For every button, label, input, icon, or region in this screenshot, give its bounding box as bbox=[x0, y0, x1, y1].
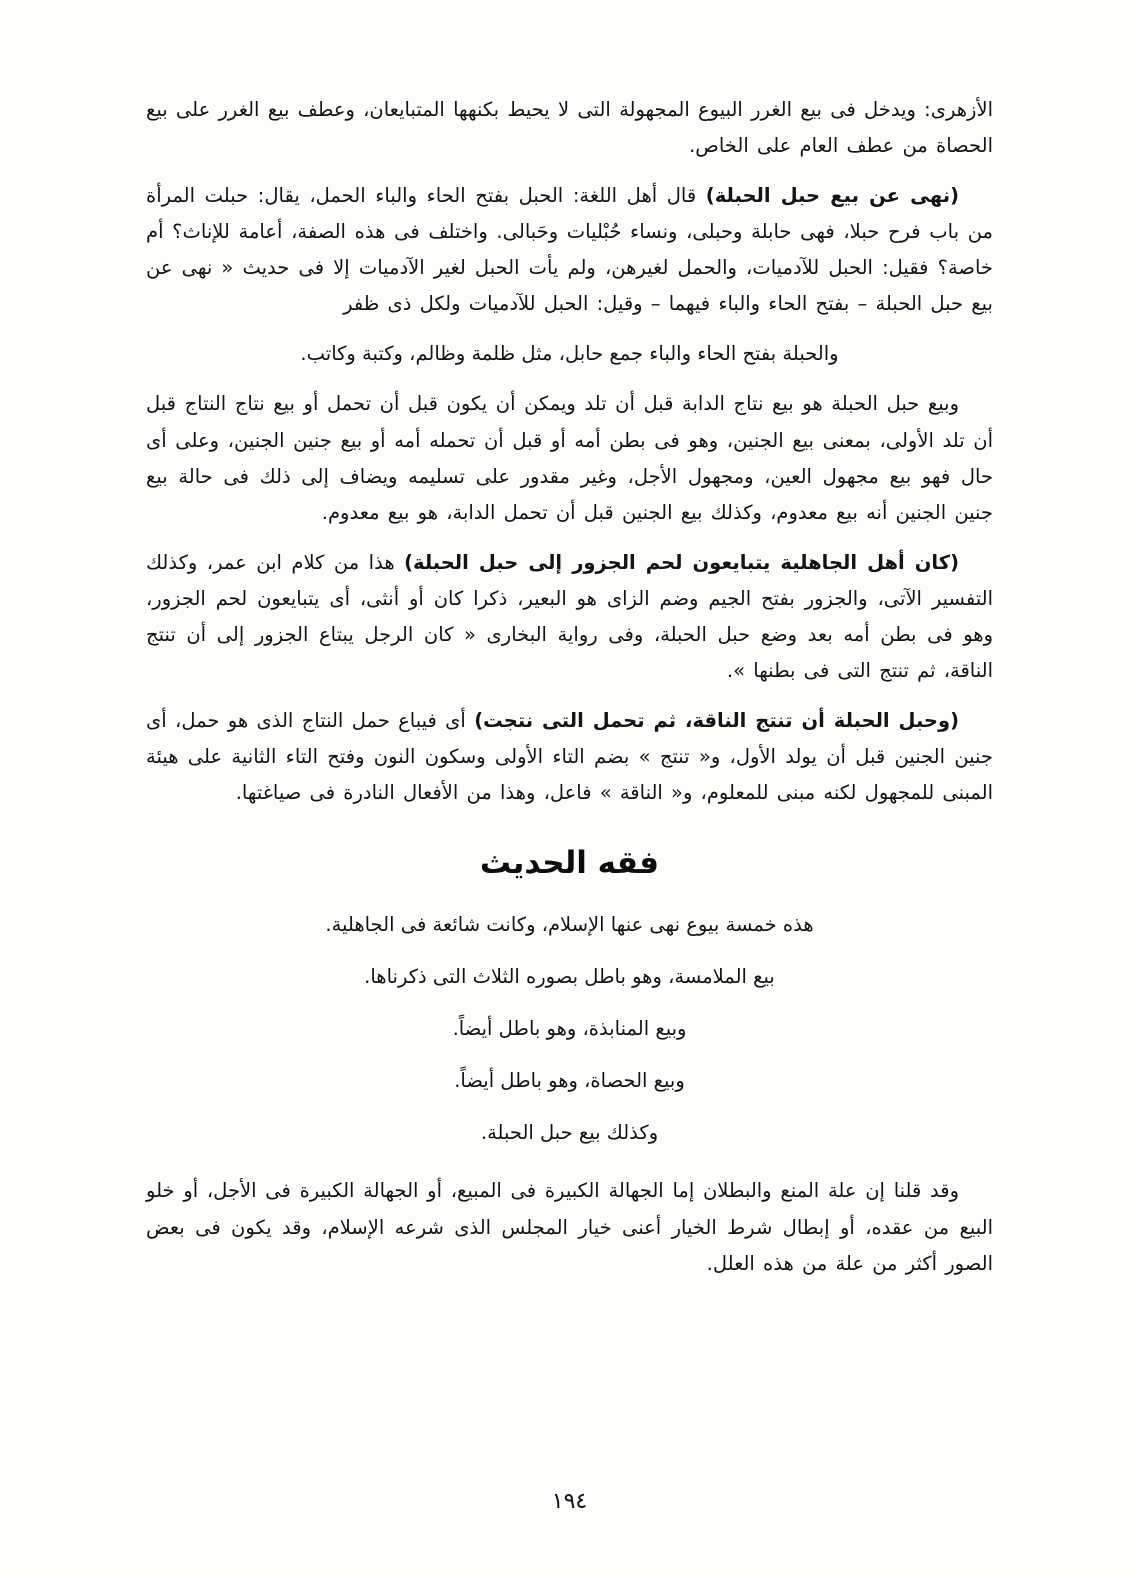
section-line-1: هذه خمسة بيوع نهى عنها الإسلام، وكانت شائعة فى الجاهلية. bbox=[325, 913, 814, 937]
paragraph-5-text: هذا من كلام ابن عمر، وكذلك التفسير الآتى، والجزور بفتح الجيم وضم الزاى هو البعير، ذكرا كان أو أنثى، أى يتبايعون لحم الجزور، وهو فى بطن أمه بعد وضع حبل الحبلة، وفى رواية البخارى « كان الرجل يبتاع الجزور إلى أن تنتج الناقة، ثم تنتج التى فى بطنها ». bbox=[146, 550, 993, 682]
section-line-4: وبيع الحصاة، وهو باطل أيضاً. bbox=[454, 1069, 685, 1093]
page-content bbox=[146, 92, 993, 1296]
paragraph-4-text: وبيع حبل الحبلة هو بيع نتاج الدابة قبل أن تلد ويمكن أن يكون قبل أن تحمل أو بيع نتاج النتاج قبل أن تلد الأولى، بمعنى بيع الجنين، وهو فى بطن أمه أو قبل أن تحمله أمه أو بيع جنين الجنين، وعلى أى حال فهو بيع مجهول العين، ومجهول الأجل، وغير مقدور على تسليمه ويضاف إلى ذلك فى حالة بيع جنين الجنين أنه بيع معدوم، وكذلك بيع الجنين قبل أن تحمل الدابة، هو بيع معدوم. bbox=[146, 392, 993, 524]
paragraph-6-text: أى فيباع حمل النتاج الذى هو حمل، أى جنين الجنين قبل أن يولد الأول، و« تنتج » بضم التاء الأولى وسكون النون وفتح التاء الثانية على هيئة المبنى للمجهول لكنه مبنى للمعلوم، و« الناقة » فاعل، وهذا من الأفعال النادرة فى صياغتها. bbox=[146, 708, 993, 805]
section-heading: فقه الحديث bbox=[479, 845, 660, 882]
paragraph-2-lead: (نهى عن بيع حبل الحبلة) bbox=[705, 184, 959, 208]
section-closing-paragraph bbox=[146, 1173, 993, 1281]
paragraph-1-text: الأزهرى: ويدخل فى بيع الغرر البيوع المجهولة التى لا يحيط بكنهها المتبايعان، وعطف بيع الغرر على بيع الحصاة من عطف العام على الخاص. bbox=[146, 98, 993, 158]
paragraph-3 bbox=[146, 336, 993, 372]
paragraph-6 bbox=[146, 703, 993, 811]
paragraph-4 bbox=[146, 386, 993, 530]
paragraph-6-lead: (وحبل الحبلة أن تنتج الناقة، ثم تحمل التى نتجت) bbox=[474, 708, 959, 732]
section-line-2: بيع الملامسة، وهو باطل بصوره الثلاث التى ذكرناها. bbox=[364, 965, 775, 989]
paragraph-2 bbox=[146, 178, 993, 322]
paragraph-3-text: والحبلة بفتح الحاء والباء جمع حابل، مثل ظلمة وظالم، وكتبة وكاتب. bbox=[300, 342, 839, 366]
page-number: ١٩٤ bbox=[551, 1489, 588, 1514]
paragraph-5 bbox=[146, 545, 993, 689]
paragraph-1 bbox=[146, 92, 993, 164]
section-closing-text: وقد قلنا إن علة المنع والبطلان إما الجهالة الكبيرة فى المبيع، أو الجهالة الكبيرة فى الأجل، أو خلو البيع من عقده، أو إبطال شرط الخيار أعنى خيار المجلس الذى شرعه الإسلام، وقد يكون فى بعض الصور أكثر من علة من هذه العلل. bbox=[146, 1179, 993, 1275]
section-line-3: وبيع المنابذة، وهو باطل أيضاً. bbox=[452, 1017, 687, 1041]
paragraph-2-text: قال أهل اللغة: الحبل بفتح الحاء والباء الحمل، يقال: حبلت المرأة من باب فرح حبلا، فهى حابلة وحبلى، ونساء حُبْليات وحَبالى. واختلف فى هذه الصفة، أعامة للإناث؟ أم خاصة؟ فقيل: الحبل للآدميات، والحمل لغيرهن، ولم يأت الحبل لغير الآدميات إلا فى حديث « نهى عن بيع حبل الحبلة – بفتح الحاء والباء فيهما – وقيل: الحبل للآدميات ولكل ذى ظفر bbox=[146, 184, 993, 316]
section-line-5: وكذلك بيع حبل الحبلة. bbox=[480, 1121, 659, 1145]
paragraph-5-lead: (كان أهل الجاهلية يتبايعون لحم الجزور إلى حبل الحبلة) bbox=[404, 550, 960, 574]
